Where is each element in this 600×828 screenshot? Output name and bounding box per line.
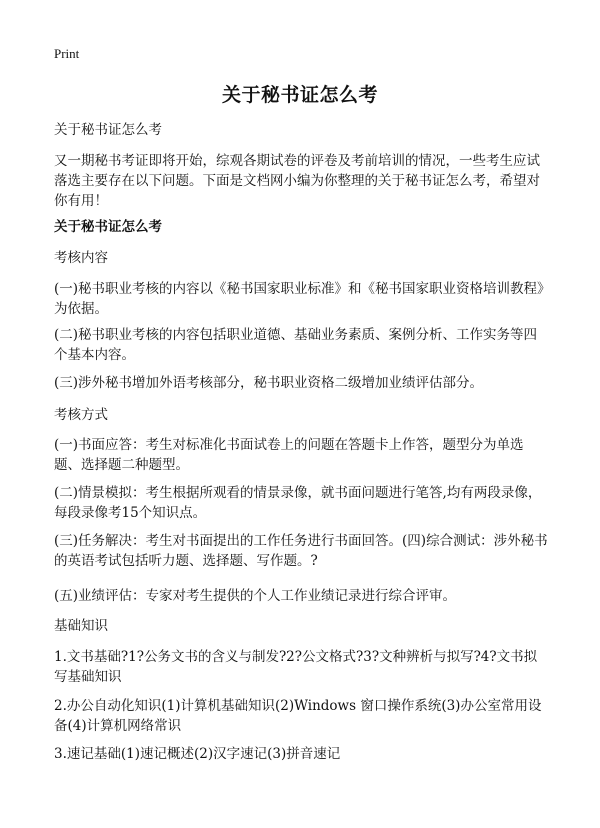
print-link[interactable]: Print: [54, 46, 80, 61]
method-item-5: (五)业绩评估：专家对考生提供的个人工作业绩记录进行综合评审。: [54, 588, 457, 604]
knowledge-item-3: 3.速记基础(1)速记概述(2)汉字速记(3)拼音速记: [54, 746, 341, 762]
document-title: 关于秘书证怎么考: [221, 84, 378, 106]
content-item-1: (一)秘书职业考核的内容以《秘书国家职业标准》和《秘书国家职业资格培训教程》为依据。: [54, 281, 544, 317]
heading-basic-knowledge: 基础知识: [54, 618, 108, 634]
heading-exam-method: 考核方式: [54, 407, 108, 423]
method-item-1: (一)书面应答：考生对标准化书面试卷上的问题在答题卡上作答，题型分为单选题、选择题二种题型。: [54, 437, 524, 473]
knowledge-item-2: 2.办公自动化知识(1)计算机基础知识(2)Windows 窗口操作系统(3)办公室常用设备(4)计算机网络常识: [54, 698, 542, 734]
section-heading: 关于秘书证怎么考: [54, 219, 162, 235]
heading-exam-content: 考核内容: [54, 250, 108, 266]
content-item-2: (二)秘书职业考核的内容包括职业道德、基础业务素质、案例分析、工作实务等四个基本内容。: [54, 327, 538, 363]
content-item-3: (三)涉外秘书增加外语考核部分，秘书职业资格二级增加业绩评估部分。: [54, 375, 484, 391]
knowledge-item-1: 1.文书基础?1?公务文书的含义与制发?2?公文格式?3?文种辨析与拟写?4?文书拟写基础知识: [54, 649, 538, 685]
subtitle-paragraph: 关于秘书证怎么考: [54, 122, 162, 138]
method-item-3: (三)任务解决：考生对书面提出的工作任务进行书面回答。(四)综合测试：涉外秘书的英语考试包括听力题、选择题、写作题。?: [54, 533, 548, 569]
intro-paragraph: 又一期秘书考证即将开始，综观各期试卷的评卷及考前培训的情况，一些考生应试落选主要存在以下问题。下面是文档网小编为你整理的关于秘书证怎么考，希望对你有用！: [54, 153, 540, 209]
method-item-2: (二)情景模拟：考生根据所观看的情景录像，就书面问题进行笔答,均有两段录像，每段录像考15个知识点。: [54, 485, 542, 521]
